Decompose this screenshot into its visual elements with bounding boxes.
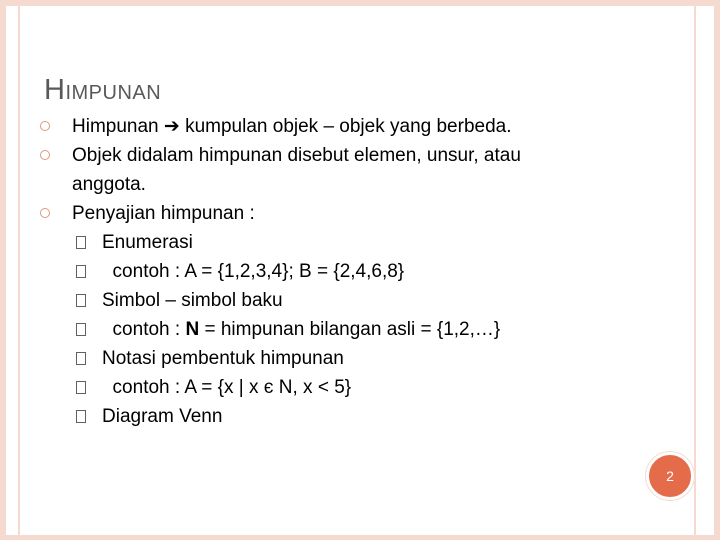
frame-left-border bbox=[0, 0, 6, 540]
square-bullet-icon bbox=[76, 323, 86, 336]
slide-title-rest: IMPUNAN bbox=[65, 82, 162, 104]
sub-item bbox=[40, 315, 680, 344]
frame-top-border bbox=[0, 0, 720, 6]
sub-item bbox=[40, 344, 680, 373]
bullet-item bbox=[40, 199, 680, 228]
bullet-item bbox=[40, 141, 680, 170]
bullet-text-b: kumpulan objek – objek yang berbeda. bbox=[179, 116, 512, 137]
bullet-item bbox=[40, 112, 680, 141]
bullet-text: Objek didalam himpunan disebut elemen, unsur, atau bbox=[72, 145, 521, 166]
square-bullet-icon bbox=[76, 236, 86, 249]
frame-bottom-border bbox=[0, 535, 720, 540]
sub-item-text: contoh : A = {x | x є N, x < 5} bbox=[102, 377, 352, 398]
square-bullet-icon bbox=[76, 381, 86, 394]
bullet-text: Penyajian himpunan : bbox=[72, 203, 255, 224]
slide-body bbox=[40, 112, 680, 431]
square-bullet-icon bbox=[76, 265, 86, 278]
bullet-continuation bbox=[40, 170, 680, 199]
inner-left-line bbox=[18, 0, 20, 540]
right-arrow-icon: ➔ bbox=[163, 116, 180, 137]
square-bullet-icon bbox=[76, 352, 86, 365]
sub-item bbox=[40, 402, 680, 431]
sub-item-text-b: = himpunan bilangan asli = {1,2,…} bbox=[199, 319, 501, 340]
inner-right-line bbox=[694, 0, 696, 540]
sub-item-text: Diagram Venn bbox=[102, 406, 223, 427]
sub-item bbox=[40, 257, 680, 286]
sub-item-text: Notasi pembentuk himpunan bbox=[102, 348, 344, 369]
sub-item bbox=[40, 373, 680, 402]
circle-bullet-icon bbox=[40, 208, 50, 218]
sub-item-text: Simbol – simbol baku bbox=[102, 290, 283, 311]
page-number-badge: 2 bbox=[646, 452, 694, 500]
sub-item-text: contoh : A = {1,2,3,4}; B = {2,4,6,8} bbox=[102, 261, 405, 282]
frame-right-border bbox=[714, 0, 720, 540]
circle-bullet-icon bbox=[40, 150, 50, 160]
sub-item bbox=[40, 228, 680, 257]
sub-item-text: Enumerasi bbox=[102, 232, 193, 253]
square-bullet-icon bbox=[76, 410, 86, 423]
slide-title bbox=[44, 74, 161, 107]
natural-numbers-symbol: N bbox=[185, 319, 200, 340]
sub-item bbox=[40, 286, 680, 315]
bullet-text: anggota. bbox=[72, 174, 146, 195]
square-bullet-icon bbox=[76, 294, 86, 307]
bullet-text-a: Himpunan bbox=[72, 116, 164, 137]
circle-bullet-icon bbox=[40, 121, 50, 131]
sub-item-text-a: contoh : bbox=[102, 319, 186, 340]
slide-title-first-letter: H bbox=[44, 74, 66, 106]
